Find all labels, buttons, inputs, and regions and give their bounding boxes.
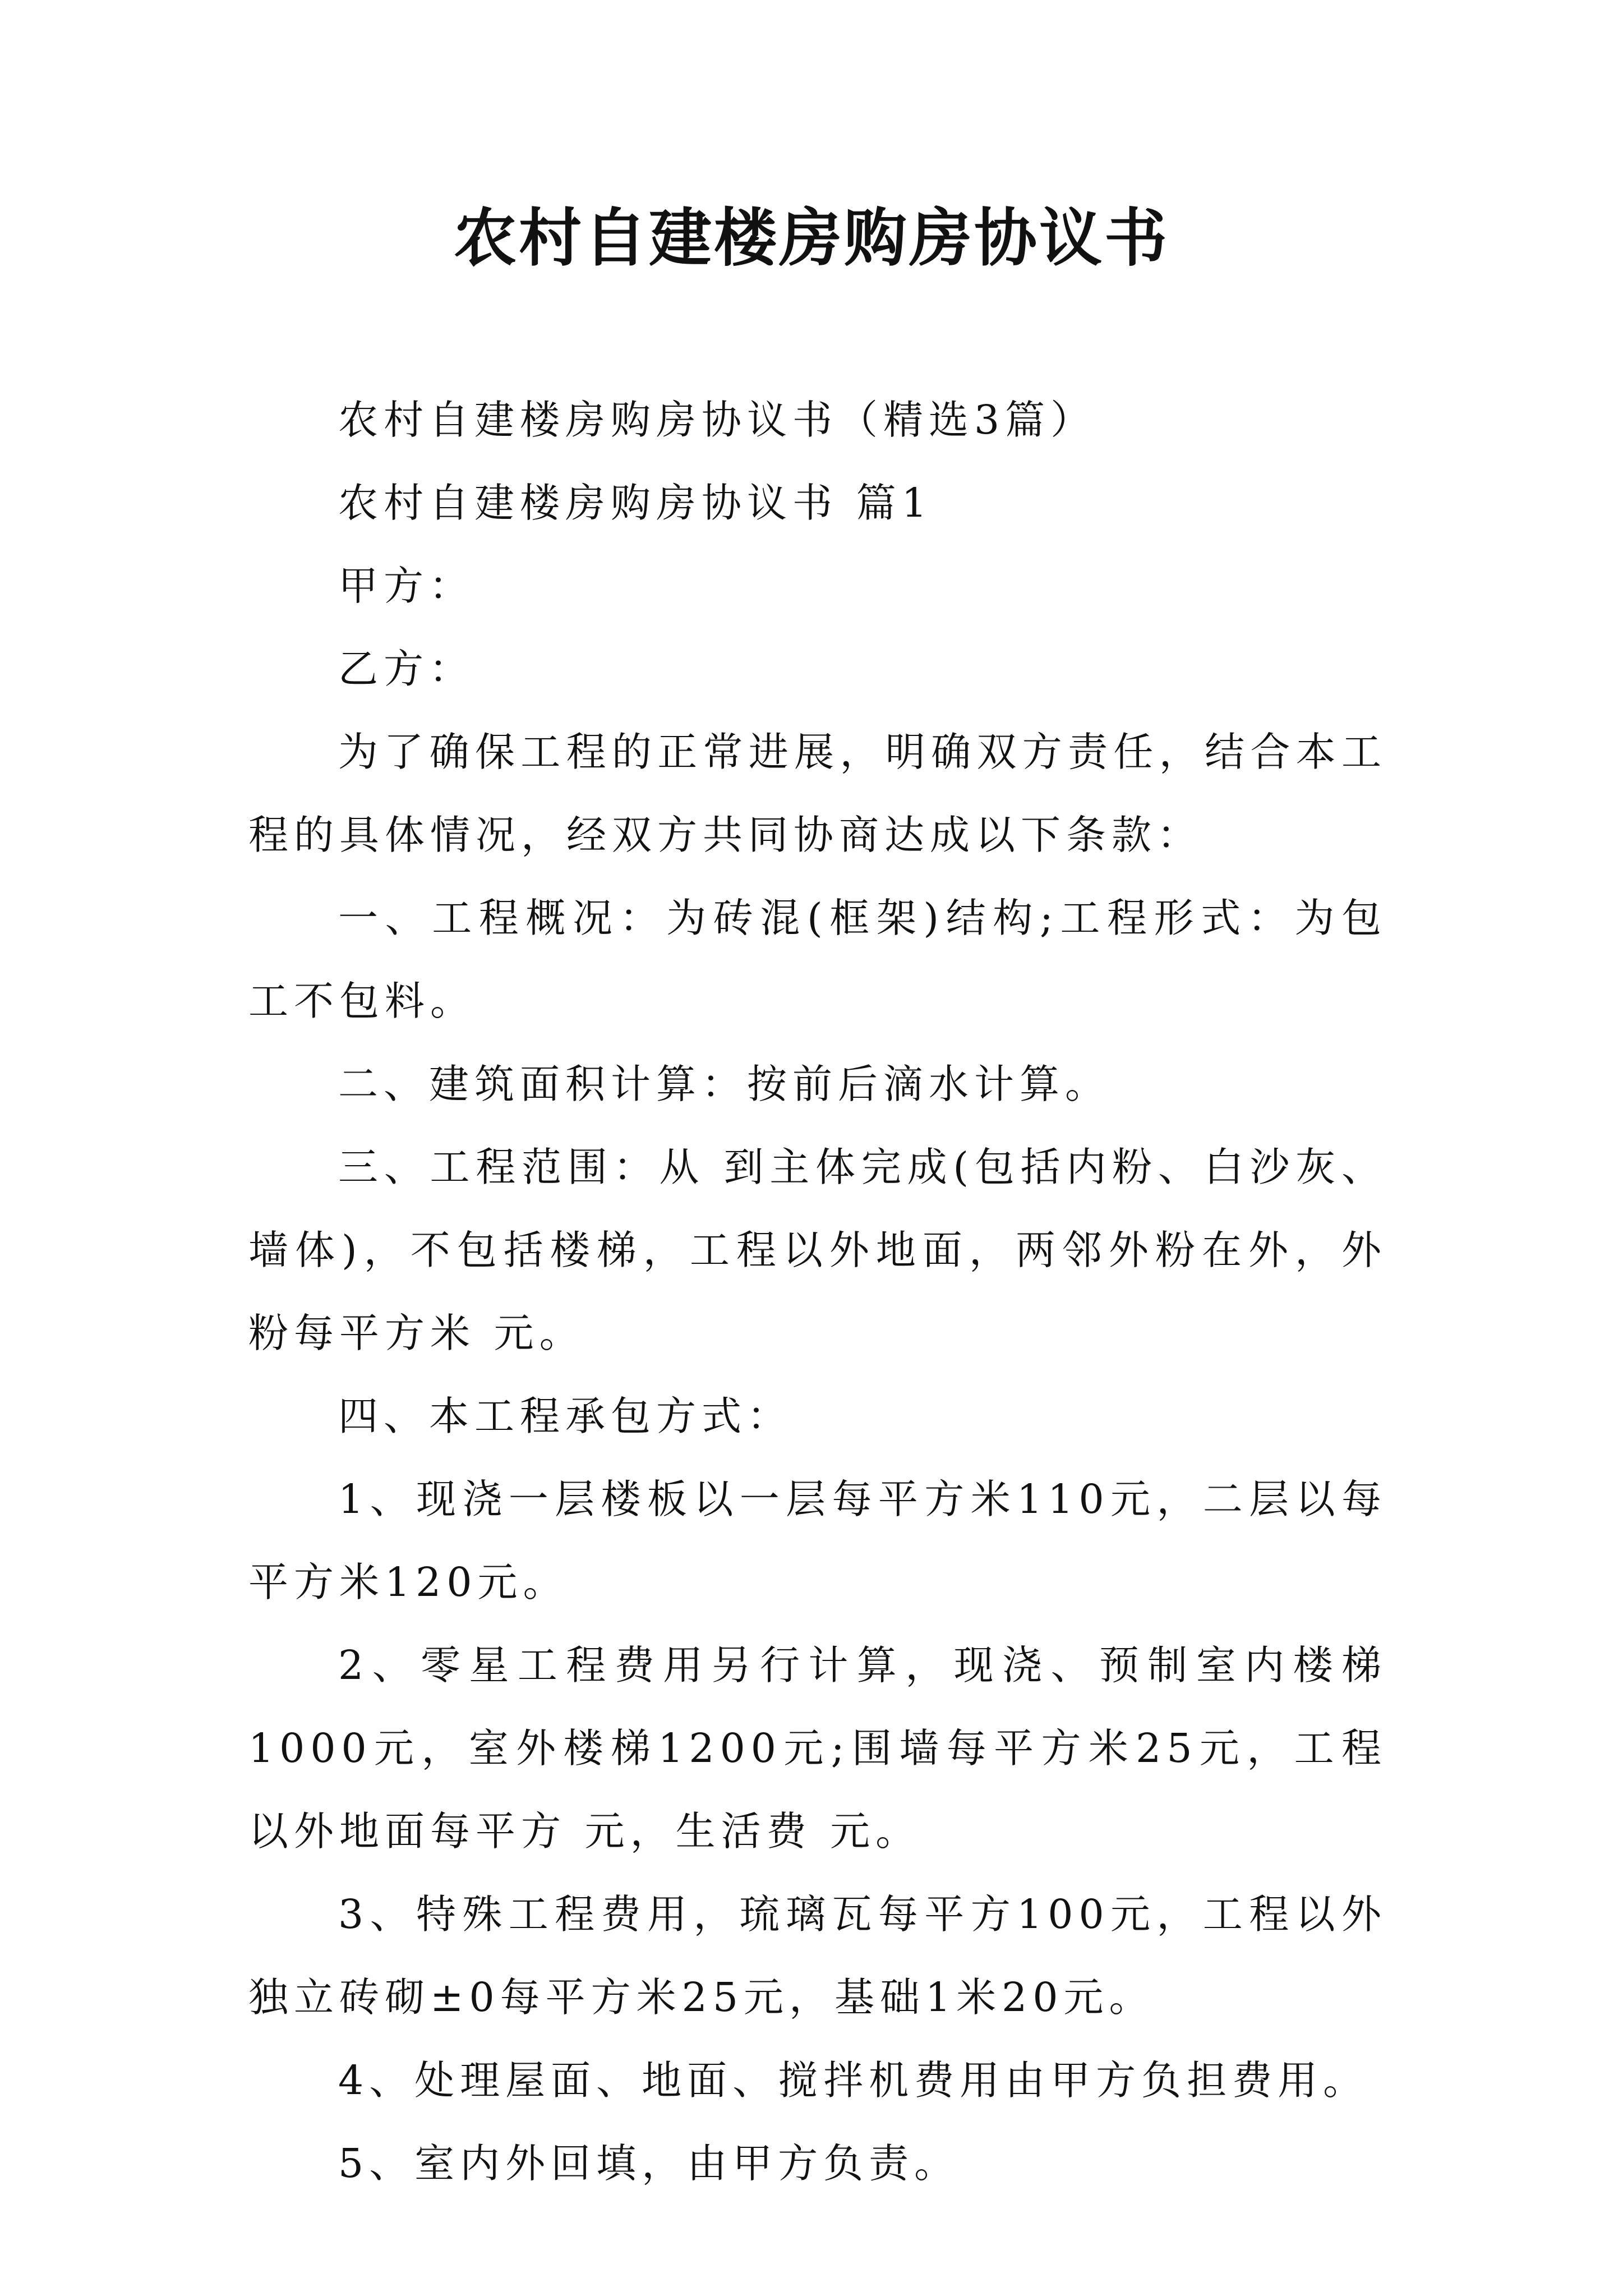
paragraph-section-heading: 农村自建楼房购房协议书 篇1 xyxy=(338,480,933,526)
paragraph-party-a: 甲方： xyxy=(338,563,475,609)
paragraph-item-5: 5、室内外回填，由甲方负责。 xyxy=(338,2140,960,2187)
paragraph-clause-3: 三、工程范围：从 到主体完成(包括内粉、白沙灰、墙体)，不包括楼梯，工程以外地面，两邻外粉在外，外粉每平方米 元。 xyxy=(248,1144,1387,1356)
document-body xyxy=(248,379,1387,2205)
paragraph-clause-4: 四、本工程承包方式： xyxy=(338,1393,793,1439)
paragraph-item-4: 4、处理屋面、地面、搅拌机费用由甲方负担费用。 xyxy=(338,2057,1369,2104)
paragraph-party-b: 乙方： xyxy=(338,646,475,692)
paragraph-item-3: 3、特殊工程费用，琉璃瓦每平方100元，工程以外独立砖砌±0每平方米25元，基础1米20元。 xyxy=(248,1891,1387,2021)
paragraph-preamble: 为了确保工程的正常进展，明确双方责任，结合本工程的具体情况，经双方共同协商达成以下条款： xyxy=(248,729,1387,858)
paragraph-subtitle: 农村自建楼房购房协议书（精选3篇） xyxy=(338,397,1096,443)
paragraph-clause-1: 一、工程概况：为砖混(框架)结构;工程形式：为包工不包料。 xyxy=(248,895,1387,1024)
document-title: 农村自建楼房购房协议书 xyxy=(454,201,1169,275)
paragraph-item-1: 1、现浇一层楼板以一层每平方米110元，二层以每平方米120元。 xyxy=(248,1476,1387,1605)
paragraph-clause-2: 二、建筑面积计算：按前后滴水计算。 xyxy=(338,1061,1111,1107)
paragraph-item-2: 2、零星工程费用另行计算，现浇、预制室内楼梯1000元，室外楼梯1200元;围墙每平方米25元，工程以外地面每平方 元，生活费 元。 xyxy=(248,1642,1387,1855)
